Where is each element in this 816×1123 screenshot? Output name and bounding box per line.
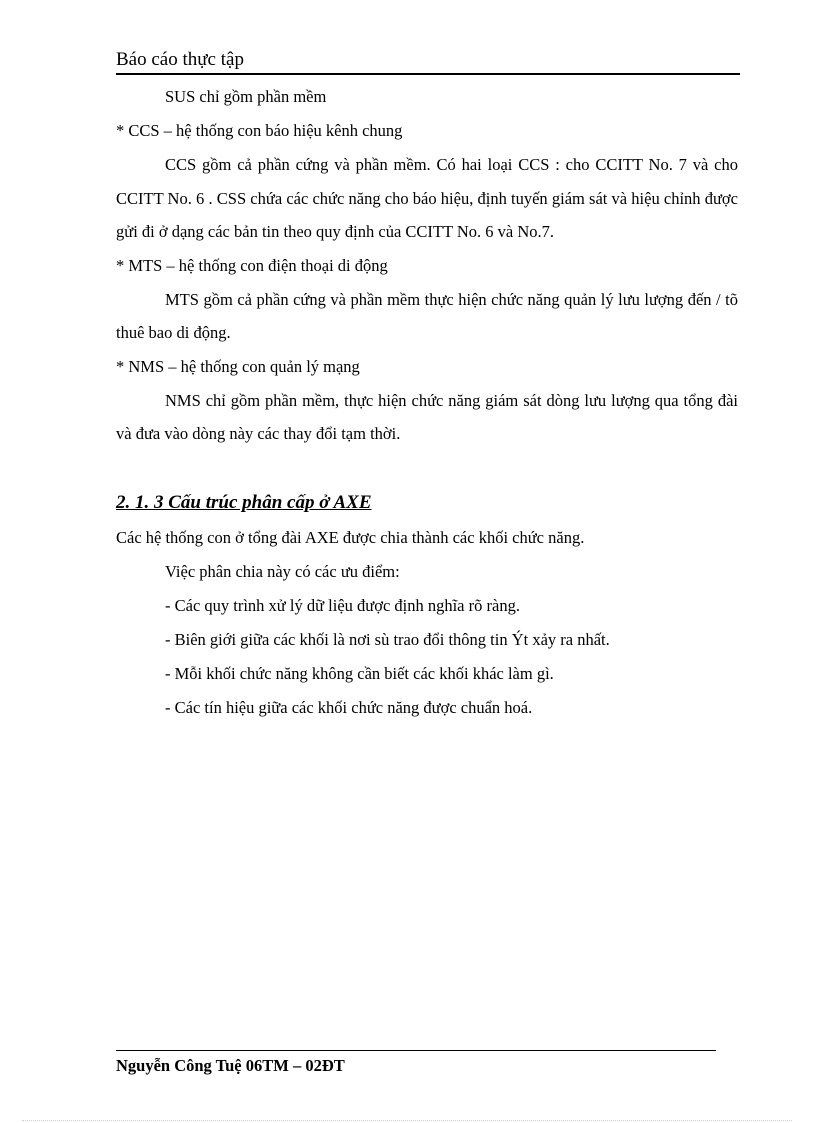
header-title: Báo cáo thực tập (116, 49, 244, 70)
nms-heading: * NMS – hệ thống con quản lý mạng (116, 356, 360, 376)
bullet-item: - Các tín hiệu giữa các khối chức năng được chuẩn hoá. (165, 697, 533, 717)
footer-author: Nguyễn Công Tuệ 06TM – 02ĐT (116, 1056, 345, 1075)
ccs-heading: * CCS – hệ thống con báo hiệu kênh chung (116, 121, 403, 140)
advantages-intro: Việc phân chia này có các ưu điểm: (165, 561, 400, 581)
page-edge (22, 1120, 792, 1121)
mts-paragraph: MTS gồm cả phần cứng và phần mềm thực hiện chức năng quản lý lưu lượng đến / tõ thuê bao di động. (116, 289, 738, 342)
footer-rule (116, 1050, 716, 1051)
spacer (116, 451, 738, 485)
bullet-item: - Các quy trình xử lý dữ liệu được định nghĩa rõ ràng. (165, 595, 520, 615)
nms-paragraph: NMS chỉ gồm phần mềm, thực hiện chức năng giám sát dòng lưu lượng qua tổng đài và đưa vào dòng này các thay đổi tạm thời. (116, 390, 738, 443)
bullet-item: - Mỗi khối chức năng không cần biết các khối khác làm gì. (165, 663, 554, 683)
mts-heading: * MTS – hệ thống con điện thoại di động (116, 255, 388, 275)
section-intro: Các hệ thống con ở tổng đài AXE được chia thành các khối chức năng. (116, 527, 585, 547)
sus-line: SUS chỉ gồm phần mềm (165, 87, 327, 106)
header-rule (116, 73, 740, 75)
section-heading: 2. 1. 3 Cấu trúc phân cấp ở AXE (116, 491, 372, 513)
bullet-item: - Biên giới giữa các khối là nơi sù trao đổi thông tin Ýt xảy ra nhất. (165, 629, 610, 649)
document-body (116, 80, 738, 725)
ccs-paragraph: CCS gồm cả phần cứng và phần mềm. Có hai loại CCS : cho CCITT No. 7 và cho CCITT No. 6 . CSS chứa các chức năng cho báo hiệu, định tuyến giám sát và hiệu chỉnh được gửi đi ở dạng các bản tin theo quy định của CCITT No. 6 và No.7. (116, 155, 738, 241)
